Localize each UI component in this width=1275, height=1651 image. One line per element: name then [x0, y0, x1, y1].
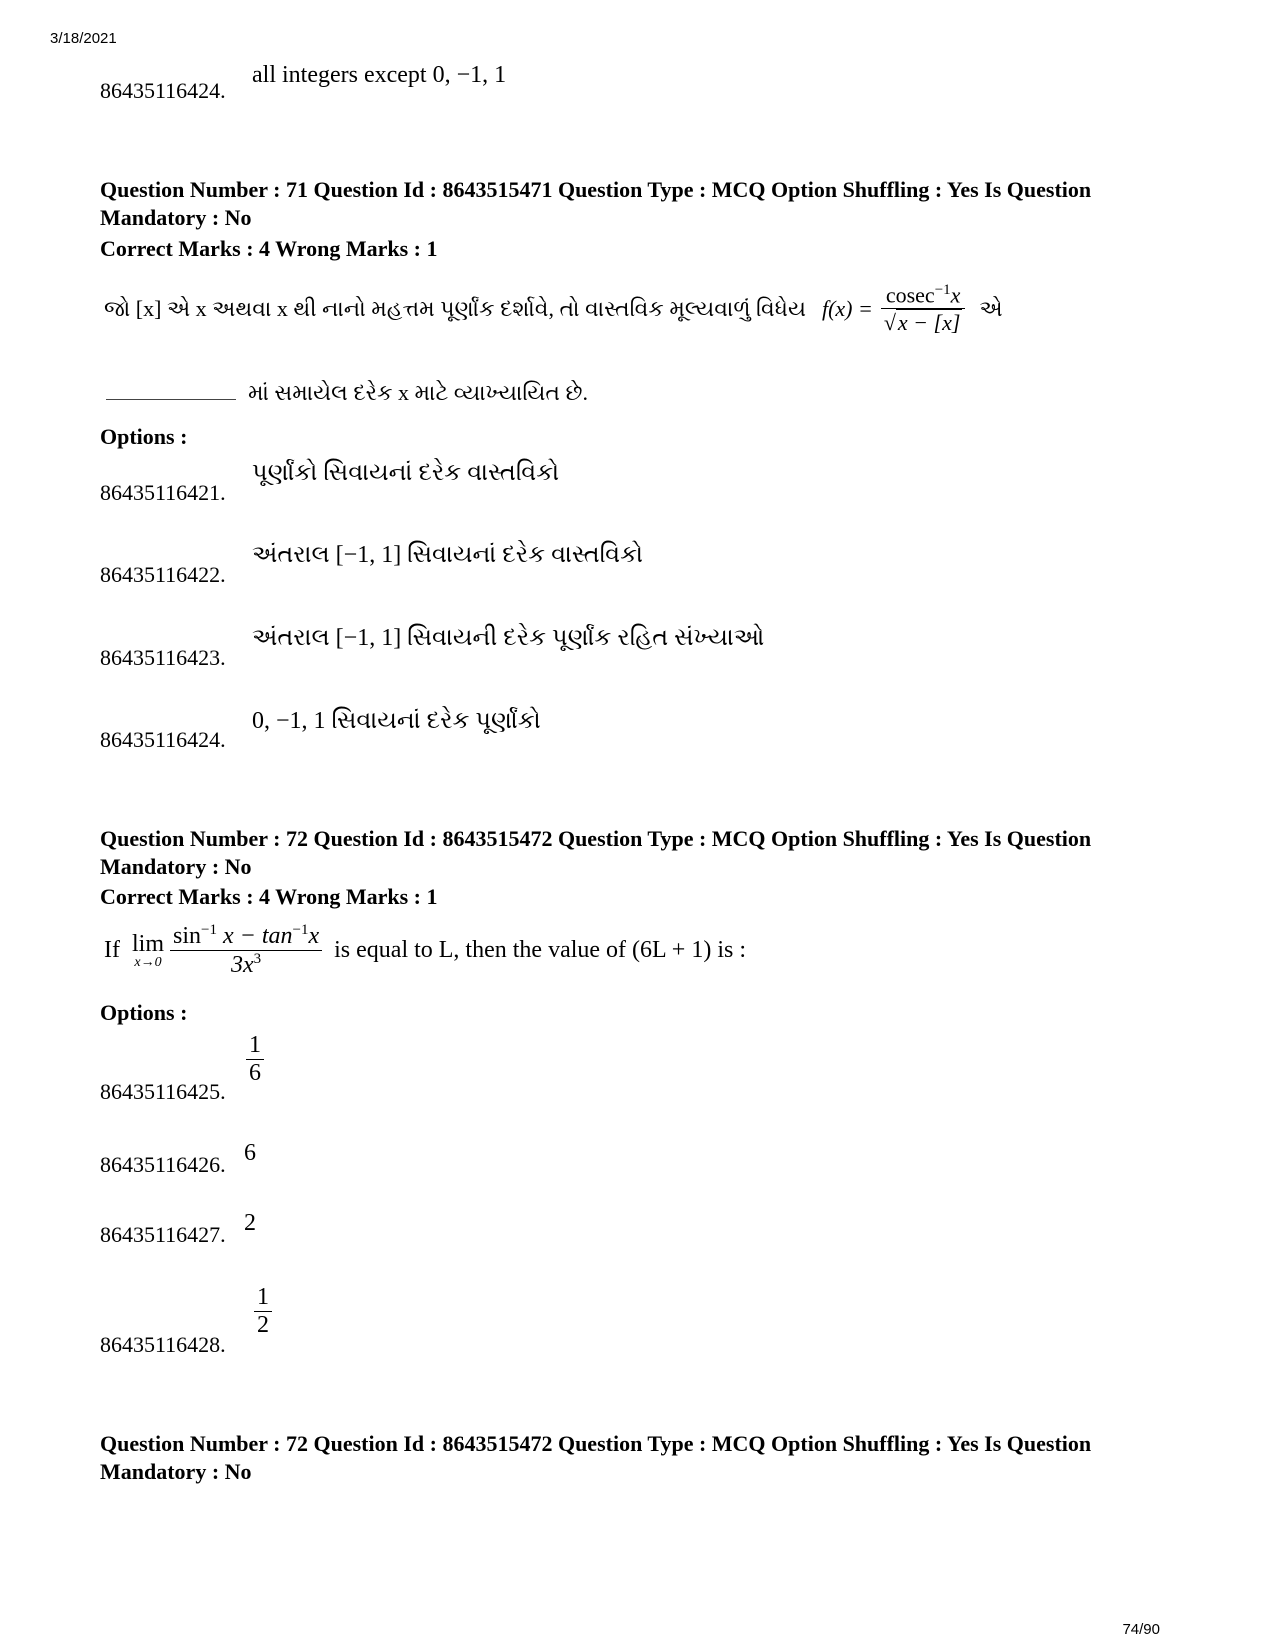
- q71-option-text: અંતરાલ [−1, 1] સિવાયની દરેક પૂર્ણાંક રહિત સંખ્યાઓ: [252, 625, 765, 651]
- q72-num-a: sin: [173, 923, 202, 949]
- q72-option-den: 2: [257, 1312, 269, 1338]
- q72-option-text: 2: [244, 1210, 256, 1236]
- q72-stem: [104, 922, 746, 979]
- q72-option-fraction: [246, 1032, 264, 1087]
- q72-option-num: 1: [249, 1032, 261, 1058]
- prev-option-number: 86435116424.: [100, 78, 226, 103]
- q72-option-number: 86435116426.: [100, 1152, 226, 1177]
- q72-stem-rest: is equal to L, then the value of (6L + 1) is :: [334, 937, 747, 963]
- q72-num-mid: x − tan: [216, 923, 293, 949]
- q71-option-number: 86435116423.: [100, 645, 226, 670]
- page-number: 74/90: [1122, 1621, 1160, 1638]
- q71-blank: [106, 399, 236, 400]
- q72-option-number: 86435116427.: [100, 1222, 226, 1247]
- prev-option-text: all integers except 0, −1, 1: [252, 62, 507, 88]
- q71-stem-line2-text: માં સમાયેલ દરેક x માટે વ્યાખ્યાયિત છે.: [248, 380, 588, 405]
- q71-stem: [104, 282, 1003, 336]
- q72-num-end: x: [308, 923, 320, 949]
- q71-func-num: cosec: [885, 282, 935, 308]
- q71-marks: Correct Marks : 4 Wrong Marks : 1: [100, 236, 438, 261]
- q72-lim-sub: x→0: [134, 954, 162, 970]
- q72-marks: Correct Marks : 4 Wrong Marks : 1: [100, 884, 438, 909]
- q71-option-number: 86435116422.: [100, 562, 226, 587]
- print-date: 3/18/2021: [50, 30, 117, 47]
- q72-option-num: 1: [257, 1284, 269, 1310]
- q72-lim-word: lim: [131, 930, 164, 957]
- q72-option-number: 86435116428.: [100, 1332, 226, 1357]
- q72-num-sup-b: −1: [292, 922, 309, 938]
- q71-header: Question Number : 71 Question Id : 8643515471 Question Type : MCQ Option Shuffling : Yes Is Question Mandatory : No: [100, 177, 1092, 230]
- q71-func-fraction: $\frac{cosec^{-1}x}{√x - [x]}$: [881, 282, 966, 336]
- q72-stem-if: If: [104, 937, 120, 963]
- q72-den-sup: 3: [253, 951, 262, 967]
- q72-limit: [132, 932, 164, 970]
- q72-fraction: [170, 922, 322, 979]
- q72-option-den: 6: [249, 1060, 261, 1086]
- q71-func-lhs: f(x) =: [821, 296, 873, 322]
- q71-func-den: x − [x]: [897, 310, 961, 336]
- q72-repeat-header: Question Number : 72 Question Id : 8643515472 Question Type : MCQ Option Shuffling : Yes Is Question Mandatory : No: [100, 1431, 1092, 1484]
- q72-header: Question Number : 72 Question Id : 8643515472 Question Type : MCQ Option Shuffling : Yes Is Question Mandatory : No: [100, 826, 1092, 879]
- q72-options-label: Options :: [100, 1000, 188, 1025]
- q71-func-num-var: x: [950, 282, 961, 308]
- q71-options-label: Options :: [100, 424, 188, 449]
- q71-func-num-sup: −1: [934, 282, 951, 298]
- q71-option-number: 86435116421.: [100, 480, 226, 505]
- q72-option-number: 86435116425.: [100, 1079, 226, 1104]
- q72-den: 3x: [230, 952, 254, 978]
- q72-num-sup-a: −1: [201, 922, 217, 938]
- q71-option-number: 86435116424.: [100, 727, 226, 752]
- q71-option-text: 0, −1, 1 સિવાયનાં દરેક પૂર્ણાંકો: [252, 708, 541, 734]
- q71-stem-end: એ: [979, 296, 1003, 322]
- q72-option-text: 6: [244, 1140, 256, 1166]
- q72-option-fraction: [254, 1284, 272, 1339]
- q71-option-text: અંતરાલ [−1, 1] સિવાયનાં દરેક વાસ્તવિકો: [252, 542, 644, 568]
- q71-stem-text: જો [x] એ x અથવા x થી નાનો મહત્તમ પૂર્ણાંક દર્શાવે, તો વાસ્તવિક મૂલ્યવાળું વિધેય: [104, 296, 806, 322]
- q71-option-text: પૂર્ણાંકો સિવાયનાં દરેક વાસ્તવિકો: [252, 460, 560, 486]
- q71-stem-line2: [106, 380, 588, 406]
